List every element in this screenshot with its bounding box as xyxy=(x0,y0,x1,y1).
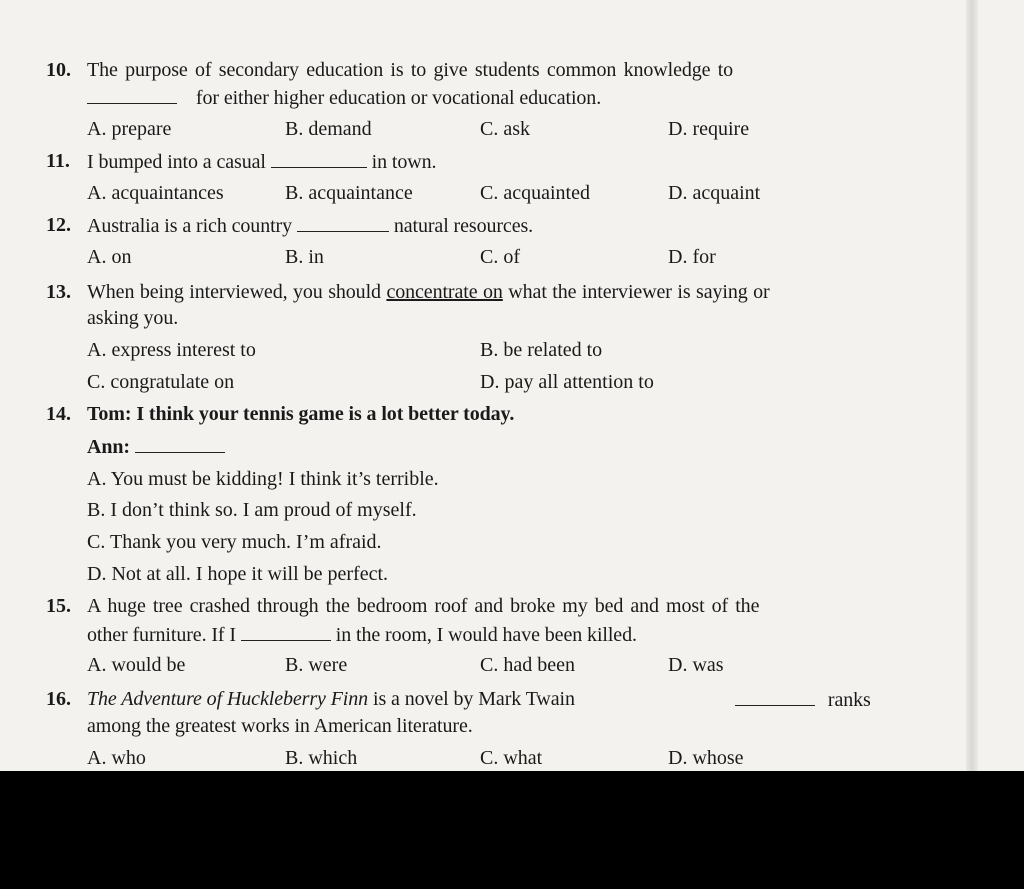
question-13-line1: When being interviewed, you should concentrate on what the interviewer is saying or xyxy=(87,281,770,303)
question-11-option-b[interactable]: B. acquaintance xyxy=(285,182,413,204)
answer-blank[interactable] xyxy=(135,434,225,453)
question-11-number: 11. xyxy=(46,150,70,172)
question-16-option-a[interactable]: A. who xyxy=(87,747,146,769)
question-13-option-a[interactable]: A. express interest to xyxy=(87,339,256,361)
answer-blank[interactable] xyxy=(735,687,815,706)
question-13-option-d[interactable]: D. pay all attention to xyxy=(480,371,654,393)
question-12-number: 12. xyxy=(46,214,71,236)
question-15-line1: A huge tree crashed through the bedroom roof and broke my bed and most of the xyxy=(87,595,760,617)
question-10-line1: The purpose of secondary education is to give students common knowledge to xyxy=(87,59,734,81)
question-16-option-c[interactable]: C. what xyxy=(480,747,543,769)
question-16-line1-end: ranks xyxy=(735,687,871,712)
page-edge xyxy=(966,0,978,771)
question-11-option-a[interactable]: A. acquaintances xyxy=(87,182,224,204)
book-title: The Adventure of Huckleberry Finn xyxy=(87,688,369,710)
question-16-number: 16. xyxy=(46,688,71,710)
answer-blank[interactable] xyxy=(271,149,367,168)
question-15-option-a[interactable]: A. would be xyxy=(87,654,186,676)
question-10-option-b[interactable]: B. demand xyxy=(285,118,372,140)
question-16-line1: The Adventure of Huckleberry Finn is a novel by Mark Twain xyxy=(87,688,575,710)
question-13-number: 13. xyxy=(46,281,71,303)
question-13-line2: asking you. xyxy=(87,307,179,329)
question-10-number: 10. xyxy=(46,59,71,81)
question-13-option-b[interactable]: B. be related to xyxy=(480,339,603,361)
question-10-option-d[interactable]: D. require xyxy=(668,118,750,140)
question-12-option-b[interactable]: B. in xyxy=(285,246,324,268)
question-10-line2: for either higher education or vocational education. xyxy=(87,85,601,110)
question-13-option-c[interactable]: C. congratulate on xyxy=(87,371,235,393)
question-15-option-d[interactable]: D. was xyxy=(668,654,724,676)
question-14-option-c[interactable]: C. Thank you very much. I’m afraid. xyxy=(87,531,382,553)
question-14-number: 14. xyxy=(46,403,71,425)
question-10-option-c[interactable]: C. ask xyxy=(480,118,530,140)
question-15-line2: other furniture. If I in the room, I would have been killed. xyxy=(87,624,637,646)
answer-blank[interactable] xyxy=(297,213,389,232)
question-14-option-b[interactable]: B. I don’t think so. I am proud of myself. xyxy=(87,499,417,521)
question-14-line2: Ann: xyxy=(87,434,225,459)
question-14-line1: Tom: I think your tennis game is a lot better today. xyxy=(87,403,515,425)
answer-blank[interactable] xyxy=(87,85,177,104)
question-14-option-d[interactable]: D. Not at all. I hope it will be perfect. xyxy=(87,563,389,585)
question-12-line1: Australia is a rich country natural resources. xyxy=(87,215,534,237)
question-12-option-a[interactable]: A. on xyxy=(87,246,132,268)
question-15-option-c[interactable]: C. had been xyxy=(480,654,575,676)
question-11-option-d[interactable]: D. acquaint xyxy=(668,182,761,204)
question-11-line1: I bumped into a casual in town. xyxy=(87,151,437,173)
question-12-option-c[interactable]: C. of xyxy=(480,246,520,268)
question-12-option-d[interactable]: D. for xyxy=(668,246,716,268)
question-16-option-d[interactable]: D. whose xyxy=(668,747,744,769)
question-15-number: 15. xyxy=(46,595,71,617)
black-bottom-band xyxy=(0,771,1024,889)
question-11-option-c[interactable]: C. acquainted xyxy=(480,182,590,204)
question-14-option-a[interactable]: A. You must be kidding! I think it’s terrible. xyxy=(87,468,439,490)
underlined-phrase: concentrate on xyxy=(386,281,503,303)
answer-blank[interactable] xyxy=(241,622,331,641)
question-16-line2: among the greatest works in American literature. xyxy=(87,715,473,737)
question-16-option-b[interactable]: B. which xyxy=(285,747,358,769)
question-15-option-b[interactable]: B. were xyxy=(285,654,348,676)
question-10-option-a[interactable]: A. prepare xyxy=(87,118,172,140)
